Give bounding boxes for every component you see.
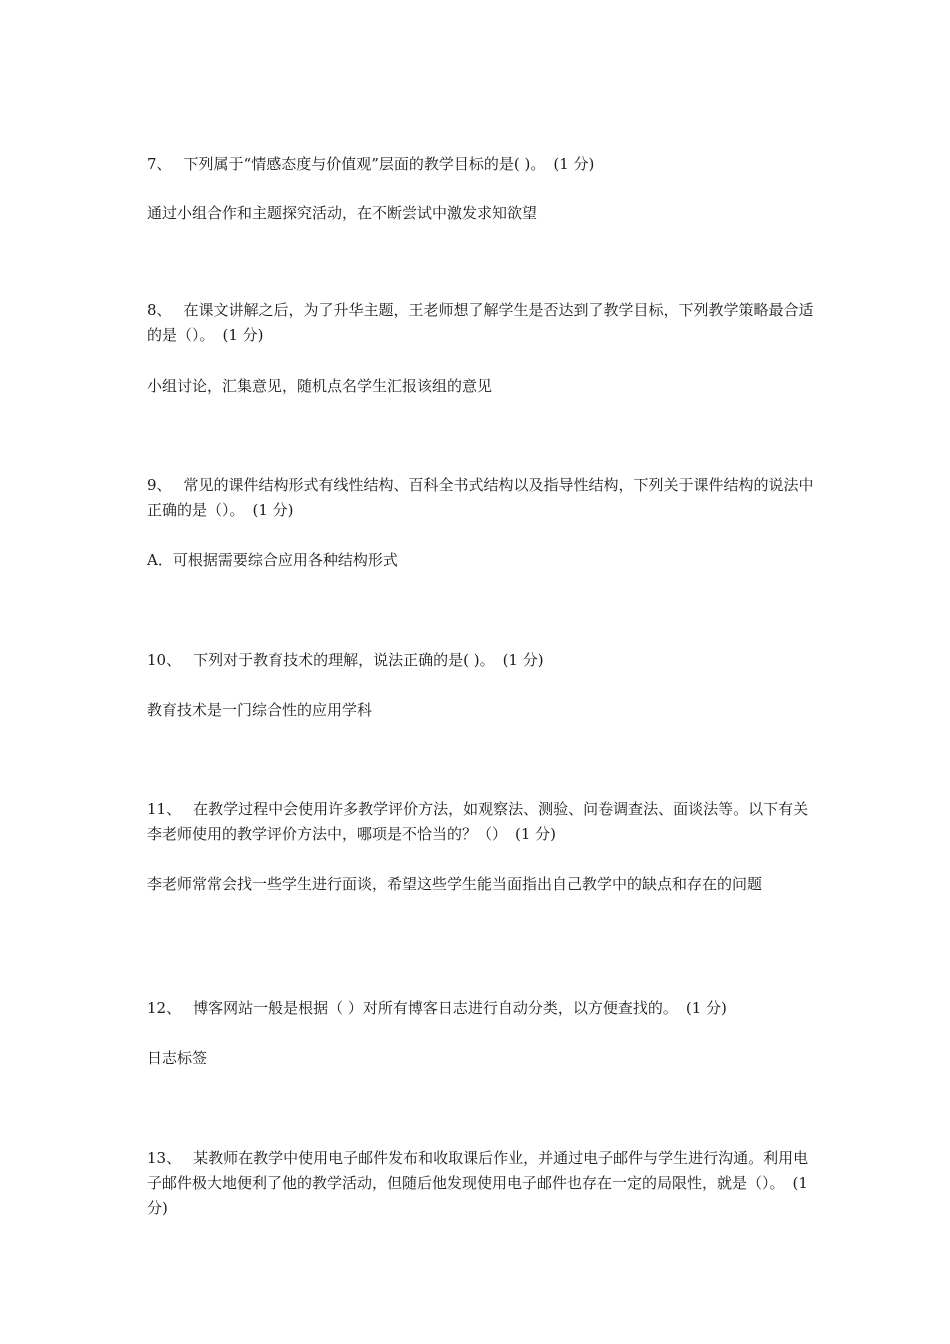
question-text: 常见的课件结构形式有线性结构、百科全书式结构以及指导性结构，下列关于课件结构的说法中正确的是（）。 [147, 476, 814, 519]
question-13 [147, 1146, 817, 1221]
question-score: (1 分) [222, 326, 264, 344]
answer-10: 教育技术是一门综合性的应用学科 [147, 701, 373, 719]
question-8 [147, 298, 817, 348]
question-11 [147, 797, 817, 847]
question-score: (1 分) [553, 155, 595, 173]
answer-11: 李老师常常会找一些学生进行面谈，希望这些学生能当面指出自己教学中的缺点和存在的问题 [147, 875, 763, 893]
question-score: (1 分) [685, 999, 727, 1017]
question-number: 8、 [147, 301, 172, 319]
question-text: 下列对于教育技术的理解，说法正确的是( )。 [193, 651, 495, 669]
answer-12: 日志标签 [147, 1049, 208, 1067]
question-text: 某教师在教学中使用电子邮件发布和收取课后作业，并通过电子邮件与学生进行沟通。利用电子邮件极大地便利了他的教学活动，但随后他发现使用电子邮件也存在一定的局限性，就是（）。 [147, 1149, 809, 1192]
question-text: 在课文讲解之后，为了升华主题，王老师想了解学生是否达到了教学目标，下列教学策略最合适的是（）。 [147, 301, 814, 344]
question-number: 9、 [147, 476, 172, 494]
question-10 [147, 648, 817, 673]
answer-9: A．可根据需要综合应用各种结构形式 [147, 551, 398, 569]
question-score: (1 分) [515, 825, 557, 843]
question-9 [147, 473, 817, 523]
question-7 [147, 152, 817, 177]
question-score: (1 分) [147, 1174, 808, 1217]
question-text: 下列属于“情感态度与价值观”层面的教学目标的是( )。 [183, 155, 546, 173]
question-number: 10、 [147, 651, 182, 669]
question-text: 在教学过程中会使用许多教学评价方法，如观察法、测验、问卷调查法、面谈法等。以下有关李老师使用的教学评价方法中，哪项是不恰当的？（） [147, 800, 809, 843]
question-text: 博客网站一般是根据（ ）对所有博客日志进行自动分类，以方便查找的。 [193, 999, 678, 1017]
question-score: (1 分) [252, 501, 294, 519]
answer-7: 通过小组合作和主题探究活动，在不断尝试中激发求知欲望 [147, 204, 538, 222]
question-number: 13、 [147, 1149, 182, 1167]
question-number: 7、 [147, 155, 172, 173]
question-score: (1 分) [502, 651, 544, 669]
question-number: 11、 [147, 800, 182, 818]
answer-8: 小组讨论，汇集意见，随机点名学生汇报该组的意见 [147, 377, 493, 395]
question-12 [147, 996, 817, 1021]
question-number: 12、 [147, 999, 182, 1017]
